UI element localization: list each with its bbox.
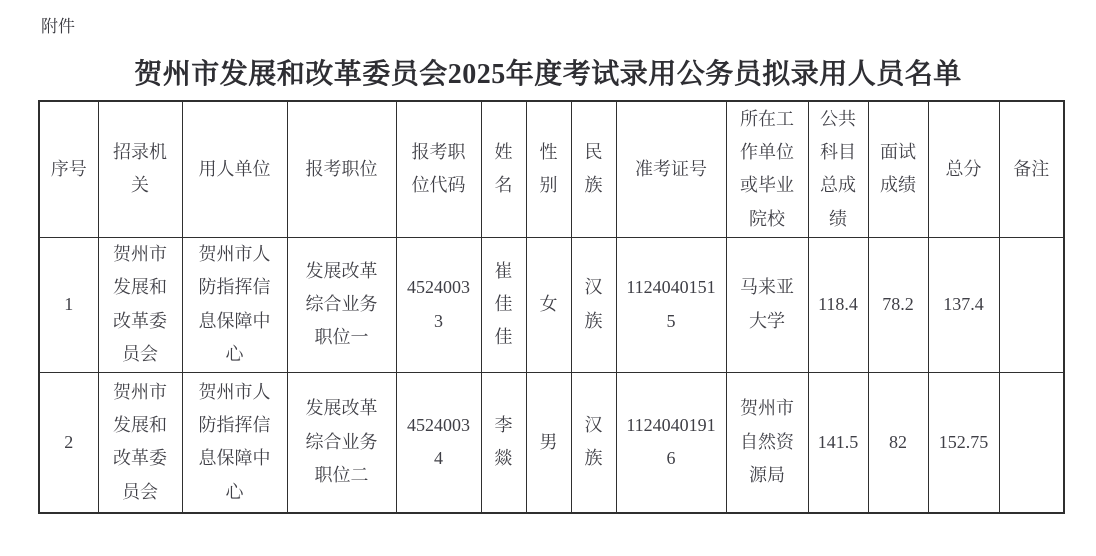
header-serial: 序号 — [39, 101, 98, 237]
cell-workplace-school: 马来亚大学 — [726, 237, 808, 372]
cell-position: 发展改革综合业务职位二 — [287, 372, 396, 513]
cell-remarks — [999, 237, 1064, 372]
cell-recruiting-agency: 贺州市发展和改革委员会 — [98, 237, 182, 372]
cell-total-score: 137.4 — [928, 237, 999, 372]
cell-interview-score: 82 — [868, 372, 928, 513]
cell-interview-score: 78.2 — [868, 237, 928, 372]
cell-public-subject-score: 118.4 — [808, 237, 868, 372]
cell-position-code: 45240034 — [396, 372, 481, 513]
header-interview-score: 面试成绩 — [868, 101, 928, 237]
cell-exam-number: 11240401515 — [616, 237, 726, 372]
cell-exam-number: 11240401916 — [616, 372, 726, 513]
table-row — [39, 372, 1064, 513]
table-row — [39, 237, 1064, 372]
header-position-code: 报考职位代码 — [396, 101, 481, 237]
page-title: 贺州市发展和改革委员会2025年度考试录用公务员拟录用人员名单 — [134, 59, 962, 90]
cell-serial: 2 — [39, 372, 98, 513]
cell-name: 李燚 — [481, 372, 526, 513]
cell-remarks — [999, 372, 1064, 513]
cell-ethnicity: 汉族 — [571, 237, 616, 372]
header-position: 报考职位 — [287, 101, 396, 237]
header-workplace-school: 所在工作单位或毕业院校 — [726, 101, 808, 237]
cell-public-subject-score: 141.5 — [808, 372, 868, 513]
header-employer: 用人单位 — [182, 101, 287, 237]
header-ethnicity: 民族 — [571, 101, 616, 237]
cell-employer: 贺州市人防指挥信息保障中心 — [182, 372, 287, 513]
cell-name: 崔佳佳 — [481, 237, 526, 372]
roster-table — [38, 100, 1065, 514]
header-recruiting-agency: 招录机关 — [98, 101, 182, 237]
header-total-score: 总分 — [928, 101, 999, 237]
header-remarks: 备注 — [999, 101, 1064, 237]
cell-workplace-school: 贺州市自然资源局 — [726, 372, 808, 513]
attachment-label: 附件 — [41, 17, 75, 36]
cell-position-code: 45240033 — [396, 237, 481, 372]
header-name: 姓名 — [481, 101, 526, 237]
cell-gender: 女 — [526, 237, 571, 372]
cell-position: 发展改革综合业务职位一 — [287, 237, 396, 372]
header-gender: 性别 — [526, 101, 571, 237]
cell-employer: 贺州市人防指挥信息保障中心 — [182, 237, 287, 372]
cell-total-score: 152.75 — [928, 372, 999, 513]
cell-serial: 1 — [39, 237, 98, 372]
table-header-row — [39, 101, 1064, 237]
cell-ethnicity: 汉族 — [571, 372, 616, 513]
cell-recruiting-agency: 贺州市发展和改革委员会 — [98, 372, 182, 513]
header-exam-number: 准考证号 — [616, 101, 726, 237]
cell-gender: 男 — [526, 372, 571, 513]
header-public-subject-score: 公共科目总成绩 — [808, 101, 868, 237]
